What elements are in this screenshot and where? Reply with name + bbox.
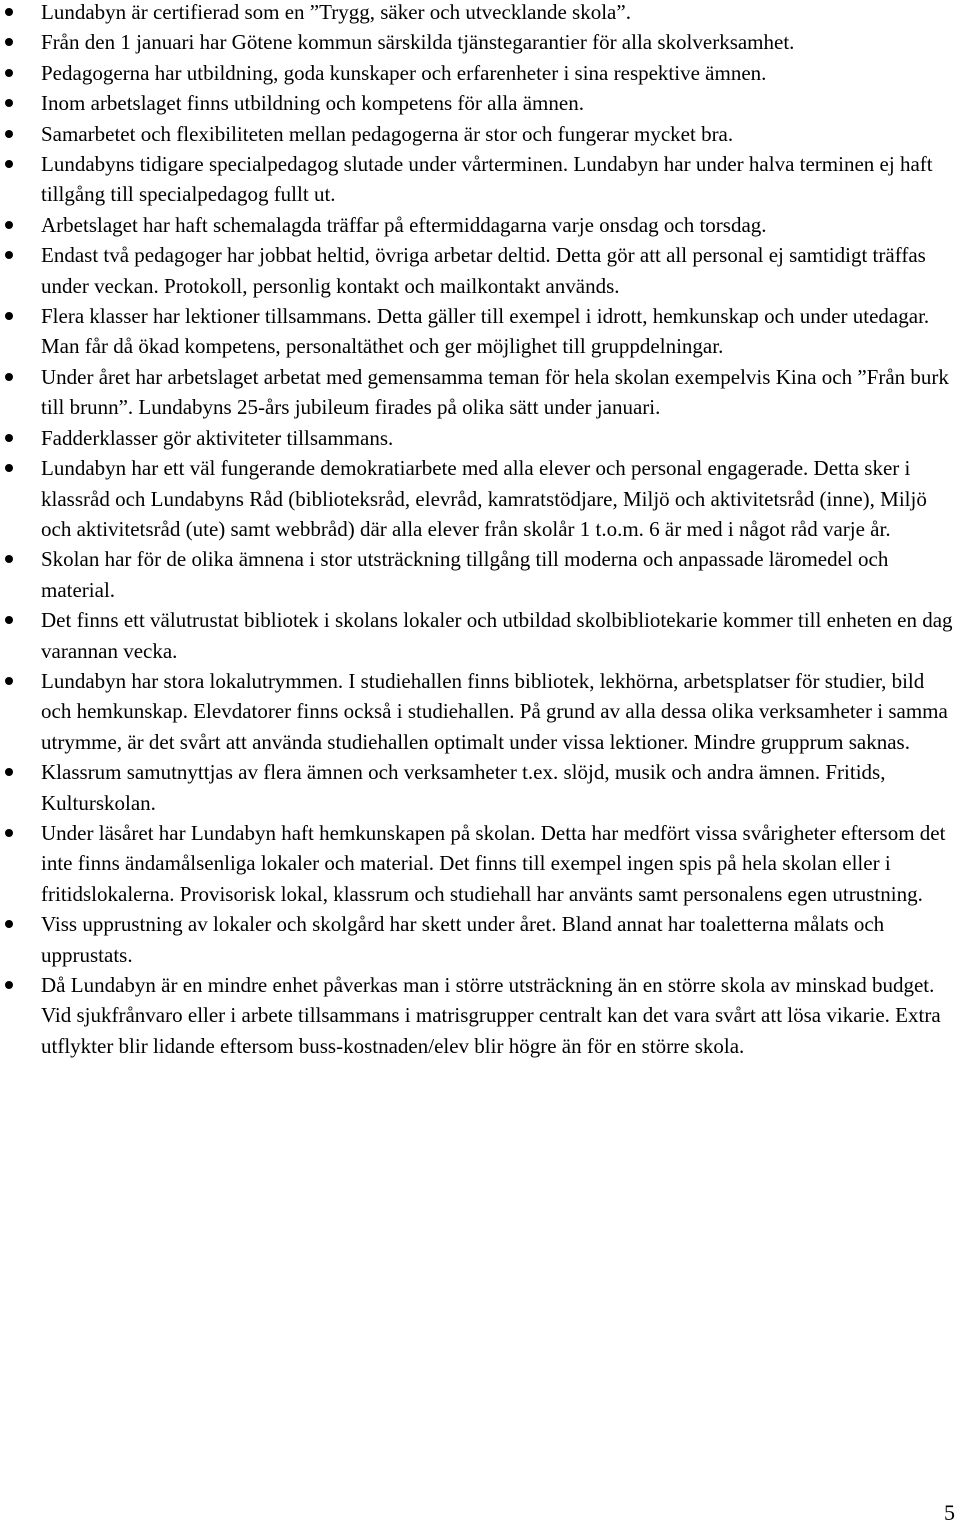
- list-item-text: Skolan har för de olika ämnena i stor utsträckning tillgång till moderna och anpassade läromedel och material.: [41, 547, 889, 602]
- list-item: [0, 453, 958, 544]
- bullet-icon: [5, 464, 13, 472]
- list-item: [0, 423, 958, 453]
- list-item-text: Fadderklasser gör aktiviteter tillsammans.: [41, 425, 394, 450]
- bullet-icon: [5, 312, 13, 320]
- list-item: [0, 0, 958, 27]
- bullet-icon: [5, 38, 13, 46]
- list-item-text: Pedagogerna har utbildning, goda kunskaper och erfarenheter i sina respektive ämnen.: [41, 60, 767, 85]
- bullet-icon: [5, 130, 13, 138]
- list-item-text: Arbetslaget har haft schemalagda träffar på eftermiddagarna varje onsdag och torsdag.: [41, 212, 767, 237]
- list-item: [0, 27, 958, 57]
- list-item-text: Då Lundabyn är en mindre enhet påverkas man i större utsträckning än en större skola av minskad budget. Vid sjukfrånvaro eller i arbete tillsammans i matrisgrupper centralt kan det vara svårt att lösa vikarie. Extra utflykter blir lidande eftersom buss-kostnaden/elev blir högre än för en större skola.: [41, 973, 941, 1058]
- list-item: [0, 301, 958, 362]
- list-item-text: Lundabyns tidigare specialpedagog slutade under vårterminen. Lundabyn har under halva terminen ej haft tillgång till specialpedagog fullt ut.: [41, 152, 933, 207]
- bullet-icon: [5, 251, 13, 259]
- bullet-icon: [5, 69, 13, 77]
- list-item: [0, 362, 958, 423]
- list-item-text: Klassrum samutnyttjas av flera ämnen och verksamheter t.ex. slöjd, musik och andra ämnen. Fritids, Kulturskolan.: [41, 760, 886, 815]
- bullet-icon: [5, 616, 13, 624]
- bullet-icon: [5, 373, 13, 381]
- list-item: [0, 149, 958, 210]
- bullet-icon: [5, 829, 13, 837]
- bullet-icon: [5, 677, 13, 685]
- bullet-icon: [5, 555, 13, 563]
- list-item-text: Lundabyn har stora lokalutrymmen. I studiehallen finns bibliotek, lekhörna, arbetsplatser för studier, bild och hemkunskap. Elevdatorer finns också i studiehallen. På grund av alla dessa olika verksamheter i samma utrymme, är det svårt att använda studiehallen optimalt under vissa lektioner. Mindre grupprum saknas.: [41, 668, 948, 754]
- list-item: [0, 544, 958, 605]
- list-item: [0, 210, 958, 240]
- list-item: [0, 605, 958, 666]
- list-item-text: Samarbetet och flexibiliteten mellan pedagogerna är stor och fungerar mycket bra.: [41, 121, 734, 146]
- bullet-icon: [5, 99, 13, 107]
- list-item: [0, 240, 958, 301]
- list-item-text: Flera klasser har lektioner tillsammans. Detta gäller till exempel i idrott, hemkunskap och under utedagar. Man får då ökad kompetens, personaltäthet och ger möjlighet till gruppdelningar.: [41, 304, 930, 359]
- list-item-text: Lundabyn har ett väl fungerande demokratiarbete med alla elever och personal engagerade. Detta sker i klassråd och Lundabyns Råd (biblioteksråd, elevråd, kamratstödjare, Miljö och aktivitetsråd (inne), Miljö och aktivitetsråd (ute) samt webbråd) där alla elever från skolår 1 t.o.m. 6 är med i något råd varje år.: [41, 456, 927, 541]
- list-item: [0, 757, 958, 818]
- list-item: [0, 818, 958, 909]
- bullet-icon: [5, 160, 13, 168]
- list-item: [0, 88, 958, 118]
- list-item-text: Under året har arbetslaget arbetat med gemensamma teman för hela skolan exempelvis Kina och ”Från burk till brunn”. Lundabyns 25-års jubileum firades på olika sätt under januari.: [41, 364, 949, 420]
- list-item: [0, 666, 958, 757]
- list-item: [0, 58, 958, 88]
- bullet-icon: [5, 8, 13, 16]
- list-item-text: Det finns ett välutrustat bibliotek i skolans lokaler och utbildad skolbibliotekarie kommer till enheten en dag varannan vecka.: [41, 608, 953, 663]
- list-item-text: Viss upprustning av lokaler och skolgård har skett under året. Bland annat har toaletterna målats och upprustats.: [41, 912, 885, 967]
- bullet-icon: [5, 768, 13, 776]
- list-item: [0, 119, 958, 149]
- bullet-icon: [5, 981, 13, 989]
- list-item-text: Från den 1 januari har Götene kommun särskilda tjänstegarantier för alla skolverksamhet.: [41, 30, 795, 55]
- list-item-text: Lundabyn är certifierad som en ”Trygg, säker och utvecklande skola”.: [41, 0, 631, 24]
- list-item: [0, 909, 958, 970]
- list-item-text: Under läsåret har Lundabyn haft hemkunskapen på skolan. Detta har medfört vissa svårigheter eftersom det inte finns ändamålsenliga lokaler och material. Det finns till exempel ingen spis på hela skolan eller i fritidslokalerna. Provisorisk lokal, klassrum och studiehall har använts samt personalens egen utrustning.: [41, 820, 946, 906]
- list-item: [0, 970, 958, 1061]
- list-item-text: Endast två pedagoger har jobbat heltid, övriga arbetar deltid. Detta gör att all personal ej samtidigt träffas under veckan. Protokoll, personlig kontakt och mailkontakt används.: [41, 243, 926, 298]
- bullet-icon: [5, 434, 13, 442]
- list-item-text: Inom arbetslaget finns utbildning och kompetens för alla ämnen.: [41, 91, 584, 116]
- page-number: 5: [944, 1500, 955, 1525]
- bullet-icon: [5, 221, 13, 229]
- bullet-icon: [5, 920, 13, 928]
